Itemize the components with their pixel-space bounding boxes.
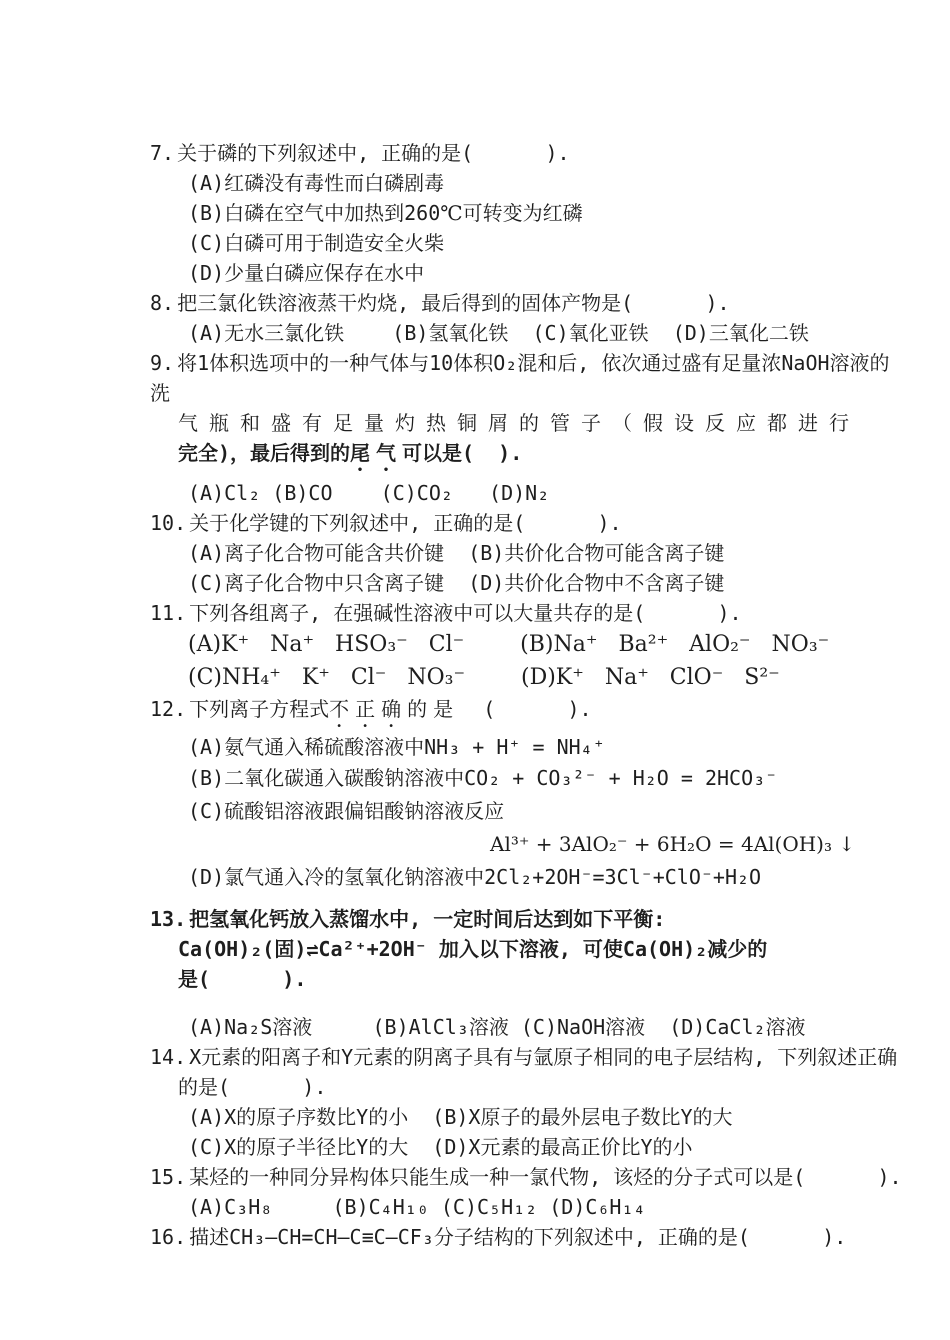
question-8-stem-text: 把三氯化铁溶液蒸干灼烧, 最后得到的固体产物是( ). [177,291,730,315]
question-14-options-row-1: (A)X的原子序数比Y的小 (B)X原子的最外层电子数比Y的大 [188,1105,733,1129]
question-7-stem [150,138,908,168]
question-12-option-d: (D)氯气通入冷的氢氧化钠溶液中2Cl₂+2OH⁻=3Cl⁻+ClO⁻+H₂O [188,865,762,889]
question-13-stem-line-3: 是( ). [178,967,307,991]
question-9-stem-line-3-post: 可以是( ). [402,441,523,465]
question-8 [150,288,908,348]
question-14 [150,1042,908,1162]
question-9-options: (A)Cl₂ (B)CO (C)CO₂ (D)N₂ [188,481,550,505]
question-9-stem-line-3 [150,438,908,476]
question-16-stem [150,1222,908,1252]
question-7-option-a: (A)红磷没有毒性而白磷剧毒 [188,171,445,195]
question-14-stem-line-1 [150,1042,908,1072]
question-16-stem-text: 描述CH₃—CH=CH—C≡C—CF₃分子结构的下列叙述中, 正确的是( ). [189,1225,847,1249]
question-11-stem-text: 下列各组离子, 在强碱性溶液中可以大量共存的是( ). [189,601,742,625]
question-15-number: 15. [150,1165,187,1189]
question-9-stem-line-3-pre: 完全)，最后得到的 [178,441,351,465]
question-12-number: 12. [150,697,187,721]
question-12-option-c-equation: Al³⁺ + 3AlO₂⁻ + 6H₂O = 4Al(OH)₃ ↓ [490,832,856,856]
question-11-number: 11. [150,601,187,625]
question-11 [150,598,908,694]
question-9-stem-line-2: 气瓶和盛有足量灼热铜屑的管子（假设反应都进行 [178,411,860,435]
question-12-stem-pre: 下列离子方程式 [189,697,330,721]
question-13 [150,904,908,1042]
question-13-equilibrium-line: Ca(OH)₂(固)⇌Ca²⁺+2OH⁻ 加入以下溶液, 可使Ca(OH)₂减少的 [178,937,768,961]
question-7-option-c: (C)白磷可用于制造安全火柴 [188,231,445,255]
question-16 [150,1222,908,1252]
question-7-number: 7. [150,141,175,165]
question-9-number: 9. [150,351,175,375]
question-11-stem [150,598,908,628]
question-12-emphasized-text: 不正确 [329,697,408,721]
question-10 [150,508,908,598]
question-13-options: (A)Na₂S溶液 (B)AlCl₃溶液 (C)NaOH溶液 (D)CaCl₂溶液 [188,1015,806,1039]
question-9-emphasized-text: 尾气 [350,441,403,465]
question-9-stem-line-1 [150,348,908,408]
question-9 [150,348,908,508]
question-9-stem-text: 将1体积选项中的一种气体与10体积O₂混和后, 依次通过盛有足量浓NaOH溶液的洗 [150,351,890,405]
question-14-stem-text: X元素的阳离子和Y元素的阴离子具有与氩原子相同的电子层结构, 下列叙述正确 [189,1045,898,1069]
question-16-number: 16. [150,1225,187,1249]
question-10-options-row-1: (A)离子化合物可能含共价键 (B)共价化合物可能含离子键 [188,541,725,565]
question-15-stem-text: 某烃的一种同分异构体只能生成一种一氯代物, 该烃的分子式可以是( ). [189,1165,902,1189]
question-7-stem-text: 关于磷的下列叙述中, 正确的是( ). [177,141,570,165]
question-14-number: 14. [150,1045,187,1069]
question-12-option-c: (C)硫酸铝溶液跟偏铝酸钠溶液反应 [188,799,505,823]
question-12-stem-tail: ( ). [459,697,592,721]
question-14-options-row-2: (C)X的原子半径比Y的大 (D)X元素的最高正价比Y的小 [188,1135,693,1159]
question-14-stem-line-2: 的是( ). [178,1075,327,1099]
question-7-option-b: (B)白磷在空气中加热到260℃可转变为红磷 [188,201,583,225]
question-12-option-b: (B)二氧化碳通入碳酸钠溶液中CO₂ + CO₃²⁻ + H₂O = 2HCO₃⁻ [188,766,778,790]
question-11-options-row-1: (A)K⁺ Na⁺ HSO₃⁻ Cl⁻ (B)Na⁺ Ba²⁺ AlO₂⁻ NO₃⁻ [188,632,830,657]
question-12-stem [150,694,908,732]
question-15 [150,1162,908,1222]
question-12-stem-mid: 的是 [407,697,460,721]
question-13-stem-text: 把氢氧化钙放入蒸馏水中, 一定时间后达到如下平衡: [189,907,666,931]
question-12 [150,694,908,894]
question-13-number: 13. [150,907,187,931]
question-15-stem [150,1162,908,1192]
question-8-number: 8. [150,291,175,315]
question-10-stem [150,508,908,538]
question-8-options: (A)无水三氯化铁 (B)氢氧化铁 (C)氧化亚铁 (D)三氧化二铁 [188,321,809,345]
question-12-option-a: (A)氨气通入稀硫酸溶液中NH₃ + H⁺ = NH₄⁺ [188,735,605,759]
question-10-options-row-2: (C)离子化合物中只含离子键 (D)共价化合物中不含离子键 [188,571,725,595]
question-7-option-d: (D)少量白磷应保存在水中 [188,261,425,285]
question-10-number: 10. [150,511,187,535]
question-13-stem-line-1 [150,904,908,934]
question-15-options: (A)C₃H₈ (B)C₄H₁₀ (C)C₅H₁₂ (D)C₆H₁₄ [188,1195,646,1219]
question-10-stem-text: 关于化学键的下列叙述中, 正确的是( ). [189,511,622,535]
question-8-stem [150,288,908,318]
question-7 [150,138,908,288]
question-11-options-row-2: (C)NH₄⁺ K⁺ Cl⁻ NO₃⁻ (D)K⁺ Na⁺ ClO⁻ S²⁻ [188,665,780,690]
